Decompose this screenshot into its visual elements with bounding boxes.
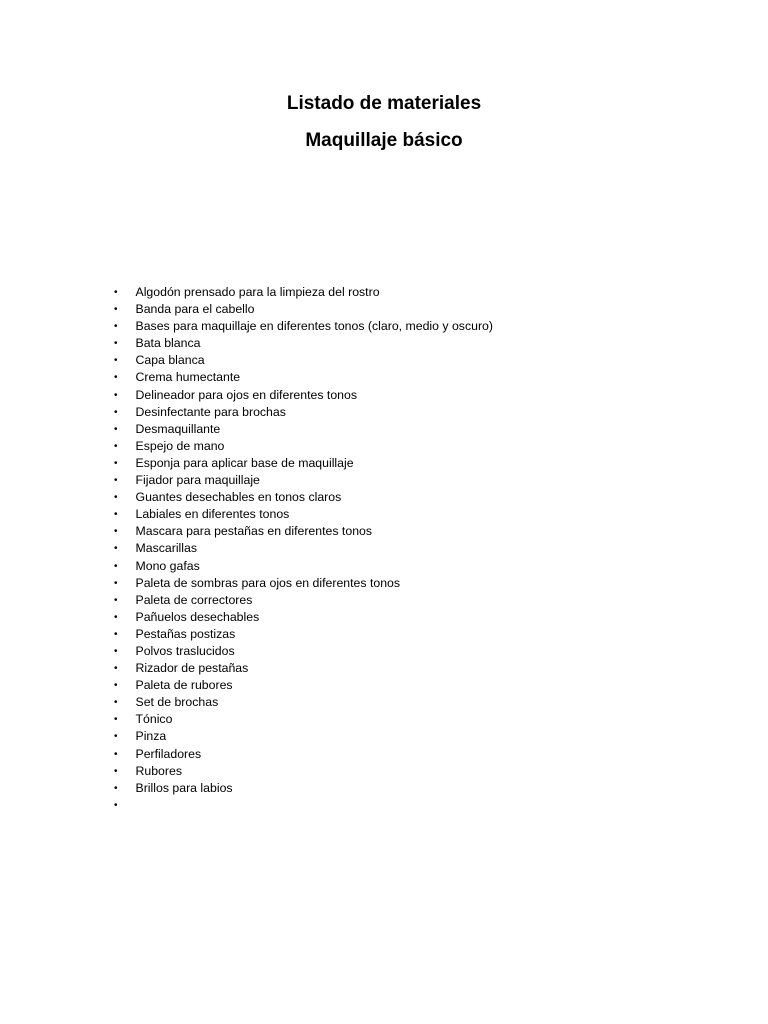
bullet-icon: • [114,492,118,504]
bullet-icon: • [114,594,118,606]
list-item [108,318,708,335]
list-item-text: Mascarillas [135,541,197,556]
list-item-text: Brillos para labios [135,780,233,795]
list-item-text: Pestañas postizas [135,626,236,641]
bullet-icon: • [114,611,118,623]
list-item-text: Guantes desechables en tonos claros [135,490,342,505]
list-item-text: Algodón prensado para la limpieza del rostro [135,285,380,299]
list-item [108,352,708,369]
bullet-icon: • [114,560,118,572]
list-item-text: Crema humectante [135,370,241,385]
page-title: Listado de materiales [286,93,482,114]
list-item [108,301,708,318]
bullet-icon: • [114,321,118,333]
list-item [108,506,708,523]
list-item [108,643,708,660]
list-item [108,369,708,386]
list-item-text: Tónico [135,712,173,727]
page-subtitle: Maquillaje básico [305,130,463,151]
list-item [108,575,708,592]
list-item [108,284,708,301]
bullet-icon: • [114,304,118,316]
list-item [108,421,708,438]
list-item-text: Desinfectante para brochas [135,404,286,419]
list-item [108,746,708,763]
bullet-icon: • [114,663,118,675]
list-item-text: Delineador para ojos en diferentes tonos [135,387,357,402]
list-item [108,694,708,711]
list-item-text: Desmaquillante [135,421,221,436]
bullet-icon: • [114,645,118,657]
bullet-icon: • [114,338,118,350]
bullet-icon: • [114,526,118,538]
bullet-icon: • [114,457,118,469]
bullet-icon: • [114,406,118,418]
list-item [108,472,708,489]
list-item-text: Espejo de mano [135,438,225,453]
bullet-icon: • [114,423,118,435]
list-item-text: Rizador de pestañas [135,661,249,676]
list-item [108,387,708,404]
list-item [108,489,708,506]
list-item [108,677,708,694]
list-item [108,626,708,643]
bullet-icon: • [114,799,118,811]
list-item [108,609,708,626]
bullet-icon: • [114,697,118,709]
list-item-text: Polvos traslucidos [135,643,235,658]
list-item-text: Perfiladores [135,746,202,761]
list-item [108,523,708,540]
list-item [108,558,708,575]
list-item [108,660,708,677]
bullet-icon: • [114,440,118,452]
bullet-icon: • [114,475,118,487]
list-item-text: Banda para el cabello [135,302,255,317]
bullet-icon: • [114,782,118,794]
list-item-text: Esponja para aplicar base de maquillaje [135,455,354,470]
bullet-icon: • [114,389,118,401]
list-item-text: Capa blanca [135,353,205,368]
list-item [108,438,708,455]
list-item [108,797,708,814]
bullet-icon: • [114,355,118,367]
materials-list [108,284,708,814]
list-item [108,404,708,421]
list-item-text: Fijador para maquillaje [135,473,260,488]
list-item [108,728,708,745]
list-item-text: Bata blanca [135,336,201,351]
list-item-text: Paleta de rubores [135,678,233,693]
list-item [108,763,708,780]
list-item-text: Paleta de correctores [135,592,253,607]
list-item-text: Mono gafas [135,558,200,573]
list-item-text: Pañuelos desechables [135,609,260,624]
bullet-icon: • [114,680,118,692]
list-item-text: Mascara para pestañas en diferentes tonos [135,524,373,539]
list-item-text: Bases para maquillaje en diferentes tonos (claro, medio y oscuro) [135,319,493,334]
list-item-text: Rubores [135,763,182,778]
bullet-icon: • [114,287,118,298]
list-item [108,335,708,352]
bullet-icon: • [114,543,118,555]
bullet-icon: • [114,509,118,521]
bullet-icon: • [114,628,118,640]
list-item [108,711,708,728]
bullet-icon: • [114,577,118,589]
bullet-icon: • [114,765,118,777]
list-item [108,780,708,797]
bullet-icon: • [114,748,118,760]
list-item-text: Labiales en diferentes tonos [135,507,290,522]
bullet-icon: • [114,731,118,743]
bullet-icon: • [114,714,118,726]
list-item-text: Pinza [135,729,167,744]
list-item-text: Paleta de sombras para ojos en diferentes tonos [135,575,401,590]
bullet-icon: • [114,372,118,384]
list-item-text: Set de brochas [135,695,219,710]
list-item [108,540,708,557]
list-item [108,455,708,472]
list-item [108,592,708,609]
